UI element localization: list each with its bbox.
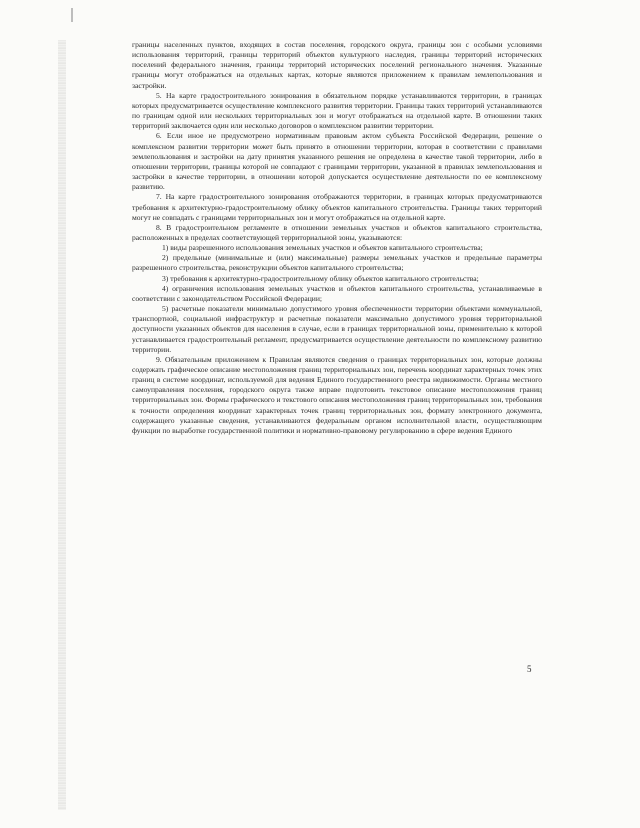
list-item-4: 4) ограничения использования земельных участков и объектов капитального строительства, устанавливаемые в соответствии с законодательством Российской Федерации;: [132, 283, 542, 303]
paragraph-boundaries-continued: границы населенных пунктов, входящих в состав поселения, городского округа, границы зон с особыми условиями использования территорий, границы территорий объектов культурного наследия, границы территорий исторических поселений федерального значения, границы территорий исторических поселений регионального значения. Указанные границы могут отображаться на отдельных картах, которые являются приложением к правилам землепользования и застройки.: [132, 40, 542, 90]
paragraph-7: 7. На карте градостроительного зонирования отображаются территории, в границах которых предусматриваются требования к архитектурно-градостроительному облику объектов капитального строительства. Границы таких территорий могут не совпадать с границами территориальных зон и могут отображаться на отдельной карте.: [132, 192, 542, 222]
paragraph-8: 8. В градостроительном регламенте в отношении земельных участков и объектов капитального строительства, расположенных в пределах соответствующей территориальной зоны, указываются:: [132, 222, 542, 242]
list-item-1: 1) виды разрешенного использования земельных участков и объектов капитального строительства;: [162, 243, 483, 253]
paragraph-5: 5. На карте градостроительного зонирования в обязательном порядке устанавливаются территории, в границах которых предусматривается осуществление комплексного развития территории. Границы таких территорий устанавливаются по границам одной или нескольких территориальных зон и могут отображаться на отдельной карте. В отношении таких территорий заключается один или несколько договоров о комплексном развитии территории.: [132, 90, 542, 131]
scan-mark: [71, 8, 73, 22]
document-body: [132, 40, 542, 436]
list-item-5: 5) расчетные показатели минимально допустимого уровня обеспеченности территории объектами коммунальной, транспортной, социальной инфраструктур и расчетные показатели максимально допустимого уровня территориальной доступности указанных объектов для населения в случае, если в границах территориальной зоны, применительно к которой устанавливается градостроительный регламент, предусматривается осуществление деятельности по комплексному развитию территории.: [132, 304, 542, 354]
page-number: 5: [527, 664, 532, 674]
scan-binding-edge: [58, 40, 66, 810]
paragraph-9: 9. Обязательным приложением к Правилам являются сведения о границах территориальных зон, которые должны содержать графическое описание местоположения границ территориальных зон, перечень координат характерных точек этих границ в системе координат, используемой для ведения Единого государственного реестра недвижимости. Органы местного самоуправления поселения, городского округа также вправе подготовить текстовое описание местоположения границ территориальных зон. Формы графического и текстового описания местоположения границ территориальных зон, требования к точности определения координат характерных точек границ территориальных зон, формату электронного документа, содержащего указанные сведения, устанавливаются федеральным органом исполнительной власти, осуществляющим функции по выработке государственной политики и нормативно-правовому регулированию в сфере ведения Единого: [132, 354, 542, 435]
list-item-3: 3) требования к архитектурно-градостроительному облику объектов капитального строительства;: [162, 273, 479, 283]
paragraph-6: 6. Если иное не предусмотрено нормативным правовым актом субъекта Российской Федерации, решение о комплексном развитии территории может быть принято в отношении территории, которая в соответствии с правилами землепользования и застройки на дату принятия указанного решения не определена в качестве такой территории, либо в отношении территории, границы которой не совпадают с границами территории, указанной в правилах землепользования и застройки в качестве территории, в отношении которой допускается осуществление деятельности по ее комплексному развитию.: [132, 131, 542, 192]
list-item-2: 2) предельные (минимальные и (или) максимальные) размеры земельных участков и предельные параметры разрешенного строительства, реконструкции объектов капитального строительства;: [132, 253, 542, 273]
